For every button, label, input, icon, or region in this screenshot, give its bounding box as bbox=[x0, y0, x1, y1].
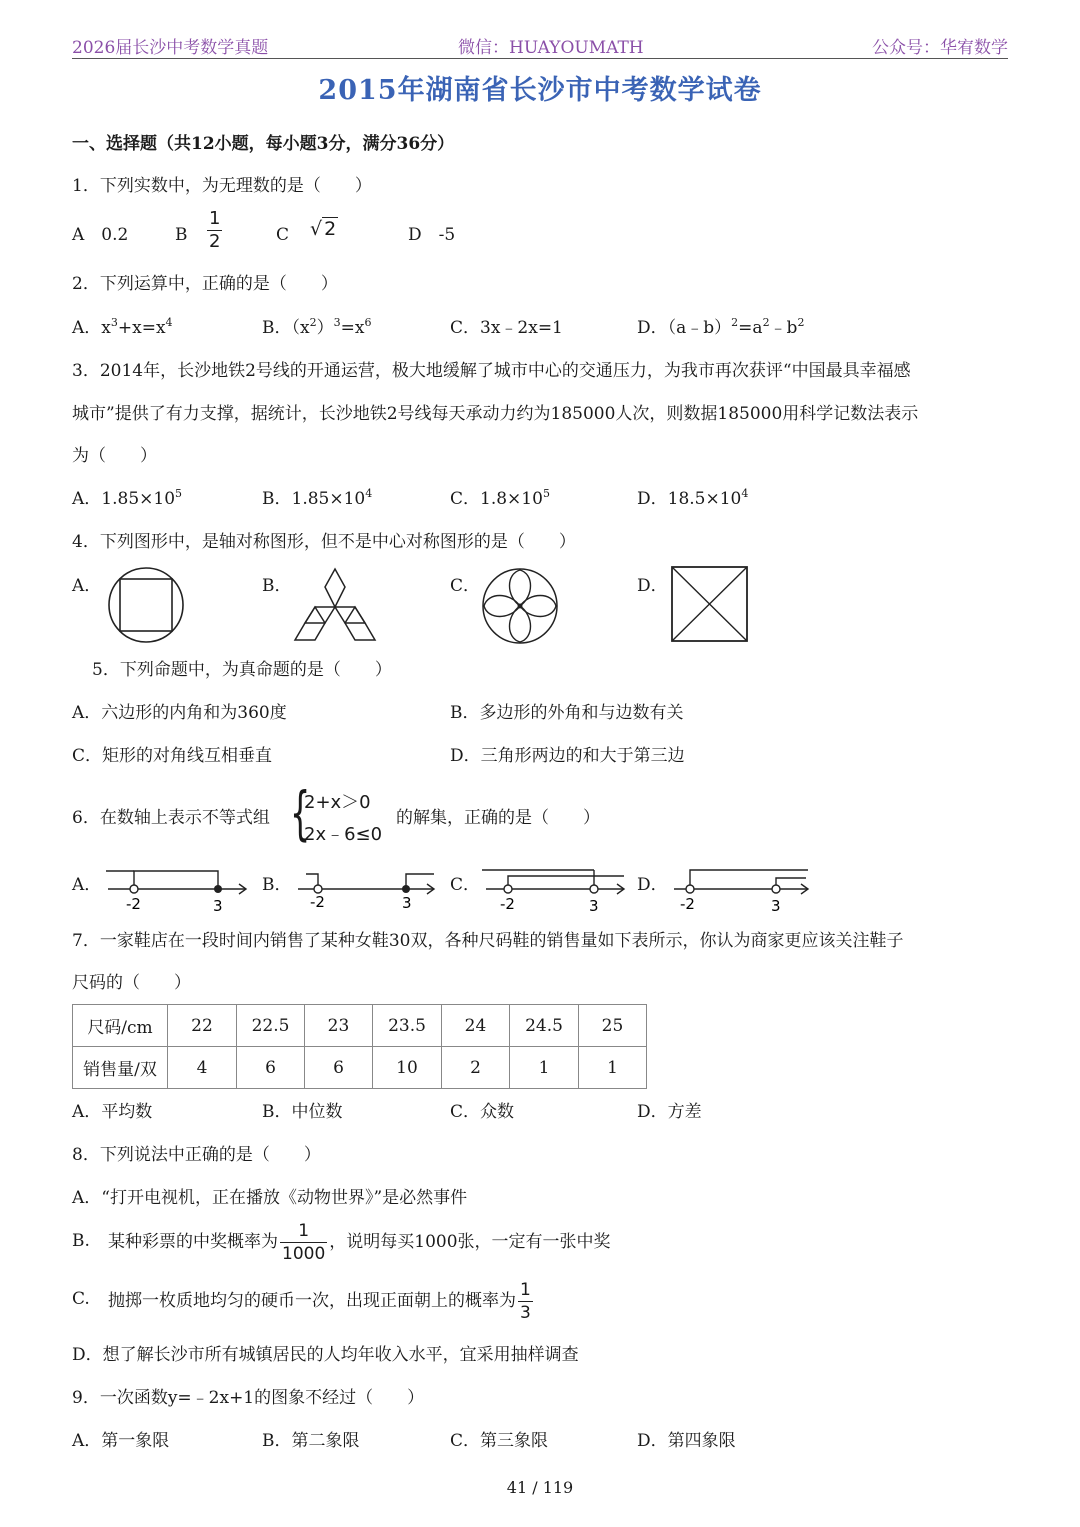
q4-option-c-label: C． bbox=[450, 576, 481, 596]
q4-option-b-label: B． bbox=[262, 576, 292, 596]
tick-label: 3 bbox=[589, 897, 599, 914]
table-cell: 1 bbox=[579, 1047, 647, 1089]
q2-option-b: B．$(x^2)^3=x^6$ bbox=[262, 316, 372, 338]
left-brace-icon: { bbox=[290, 779, 311, 847]
header-center: 微信：HUAYOUMATH bbox=[458, 38, 644, 58]
q5-option-b: B．多边形的外角和与边数有关 bbox=[450, 703, 684, 723]
q8-option-c: 抛掷一枚质地均匀的硬币一次，出现正面朝上的概率为 $\frac{1}{3}$ bbox=[108, 1280, 531, 1323]
q5-option-d: D．三角形两边的和大于第三边 bbox=[450, 746, 685, 766]
q3-option-a: A．$1.85\times 10^5$ bbox=[72, 487, 183, 509]
q6-option-b-label: B． bbox=[262, 875, 292, 895]
page-title: 2015年湖南省长沙市中考数学试卷 bbox=[318, 75, 762, 106]
tick-label: 3 bbox=[213, 897, 223, 914]
q5-stem: 5．下列命题中，为真命题的是（ ） bbox=[92, 660, 392, 680]
q4-figure-c-flower-circle bbox=[480, 566, 562, 646]
q7-option-a: A．平均数 bbox=[72, 1102, 153, 1122]
q7-option-d: D．方差 bbox=[637, 1102, 702, 1122]
table-cell: 25 bbox=[579, 1005, 647, 1047]
q4-stem: 4．下列图形中，是轴对称图形，但不是中心对称图形的是（ ） bbox=[72, 532, 576, 552]
page-number: 41 / 119 bbox=[506, 1478, 574, 1497]
q8-option-a: A．“打开电视机，正在播放《动物世界》”是必然事件 bbox=[72, 1188, 468, 1208]
q2-stem: 2．下列运算中，正确的是（ ） bbox=[72, 274, 338, 294]
table-cell: 22.5 bbox=[237, 1005, 305, 1047]
q3-option-b: B．$1.85\times 10^4$ bbox=[262, 487, 373, 509]
q2-option-a: A．$x^3+x=x^4$ bbox=[72, 316, 173, 338]
q6-option-d-label: D． bbox=[637, 875, 668, 895]
q7-line1: 7．一家鞋店在一段时间内销售了某种女鞋30双，各种尺码鞋的销售量如下表所示，你认为商家更应该关注鞋子 bbox=[72, 931, 904, 951]
table-cell: 24.5 bbox=[510, 1005, 579, 1047]
table-cell: 6 bbox=[237, 1047, 305, 1089]
q8-option-b-label: B. bbox=[72, 1231, 90, 1251]
q8-option-c-label: C. bbox=[72, 1289, 90, 1309]
q7-line2: 尺码的（ ） bbox=[72, 973, 191, 993]
q9-option-c: C．第三象限 bbox=[450, 1431, 549, 1451]
size-sales-table bbox=[72, 1004, 647, 1089]
q5-option-a: A．六边形的内角和为360度 bbox=[72, 703, 287, 723]
q8-stem: 8．下列说法中正确的是（ ） bbox=[72, 1145, 321, 1165]
table-cell: 10 bbox=[373, 1047, 442, 1089]
q6-option-c-label: C． bbox=[450, 875, 481, 895]
q4-option-a-label: A． bbox=[72, 576, 102, 596]
q3-option-c: C．$1.8\times 10^5$ bbox=[450, 487, 550, 509]
tick-label: -2 bbox=[680, 895, 695, 913]
q2-option-c: C．3x﹣2x=1 bbox=[450, 318, 563, 338]
q9-stem: 9．一次函数y=﹣2x+1的图象不经过（ ） bbox=[72, 1388, 425, 1408]
q6-inequality-1: 2+x＞0 bbox=[304, 792, 371, 813]
table-row bbox=[73, 1005, 647, 1047]
q6-numberline-c bbox=[478, 862, 630, 914]
q1-option-d: D -5 bbox=[408, 225, 456, 245]
q6-stem-post: 的解集，正确的是（ ） bbox=[396, 808, 600, 828]
table-row bbox=[73, 1047, 647, 1089]
sqrt-icon: √ bbox=[310, 218, 323, 240]
header-left: 2026届长沙中考数学真题 bbox=[72, 38, 269, 58]
q9-option-b: B．第二象限 bbox=[262, 1431, 360, 1451]
q9-option-a: A．第一象限 bbox=[72, 1431, 170, 1451]
q6-inequality-2: 2x﹣6≤0 bbox=[304, 824, 383, 845]
q6-option-a-label: A． bbox=[72, 875, 102, 895]
fraction-denominator: 2 bbox=[209, 231, 221, 252]
q1-option-b-fraction bbox=[205, 208, 224, 253]
q7-option-b: B．中位数 bbox=[262, 1102, 343, 1122]
q4-option-d-label: D． bbox=[637, 576, 668, 596]
tick-label: 3 bbox=[771, 897, 781, 914]
q6-numberline-b bbox=[290, 862, 440, 914]
section-heading: 一、选择题（共12小题，每小题3分，满分36分） bbox=[72, 134, 455, 154]
q4-figure-a-circle-square bbox=[104, 566, 188, 644]
q8-option-b: 某种彩票的中奖概率为 $\frac{1}{1000}$ ，说明每买1000张，一定有一张中奖 bbox=[108, 1221, 611, 1264]
q3-line3: 为（ ） bbox=[72, 446, 157, 466]
q7-option-c: C．众数 bbox=[450, 1102, 515, 1122]
q4-figure-b-three-rhombi bbox=[292, 566, 378, 644]
q3-option-d: D．$18.5\times 10^4$ bbox=[637, 487, 749, 509]
q1-option-b-label: B bbox=[175, 225, 188, 245]
q3-line2: 城市”提供了有力支撑，据统计，长沙地铁2号线每天承动力约为185000人次，则数据185000用科学记数法表示 bbox=[72, 404, 919, 424]
table-cell: 23.5 bbox=[373, 1005, 442, 1047]
q1-stem: 1．下列实数中，为无理数的是（ ） bbox=[72, 176, 372, 196]
q1-option-c-label: C bbox=[276, 225, 290, 245]
q8-option-d: D．想了解长沙市所有城镇居民的人均年收入水平，宜采用抽样调查 bbox=[72, 1345, 579, 1365]
table-cell: 24 bbox=[442, 1005, 510, 1047]
table-cell: 1 bbox=[510, 1047, 579, 1089]
q6-numberline-a bbox=[100, 862, 252, 914]
tick-label: 3 bbox=[402, 894, 412, 912]
q5-option-c: C．矩形的对角线互相垂直 bbox=[72, 746, 273, 766]
header-rule bbox=[72, 58, 1008, 59]
q6-stem-pre: 6．在数轴上表示不等式组 bbox=[72, 808, 270, 828]
header-right: 公众号：华宥数学 bbox=[872, 38, 1008, 58]
table-cell: 2 bbox=[442, 1047, 510, 1089]
table-cell: 23 bbox=[305, 1005, 373, 1047]
q6-numberline-d bbox=[666, 862, 814, 914]
tick-label: -2 bbox=[310, 893, 325, 911]
q9-option-d: D．第四象限 bbox=[637, 1431, 736, 1451]
q4-figure-d-square-diagonals bbox=[669, 564, 751, 644]
table-cell: 6 bbox=[305, 1047, 373, 1089]
q1-option-c-radical: √ 2 bbox=[310, 218, 337, 240]
tick-label: -2 bbox=[500, 895, 515, 913]
q1-option-a: A 0.2 bbox=[72, 225, 129, 245]
table-cell: 22 bbox=[168, 1005, 237, 1047]
table-cell: 尺码/cm bbox=[73, 1005, 168, 1047]
table-cell: 4 bbox=[168, 1047, 237, 1089]
q3-line1: 3．2014年，长沙地铁2号线的开通运营，极大地缓解了城市中心的交通压力，为我市再次获评“中国最具幸福感 bbox=[72, 361, 911, 381]
table-cell: 销售量/双 bbox=[73, 1047, 168, 1089]
fraction-numerator: 1 bbox=[209, 208, 221, 229]
tick-label: -2 bbox=[126, 895, 141, 913]
q2-option-d: D．$(a﹣b)^2=a^2﹣b^2$ bbox=[637, 316, 805, 338]
